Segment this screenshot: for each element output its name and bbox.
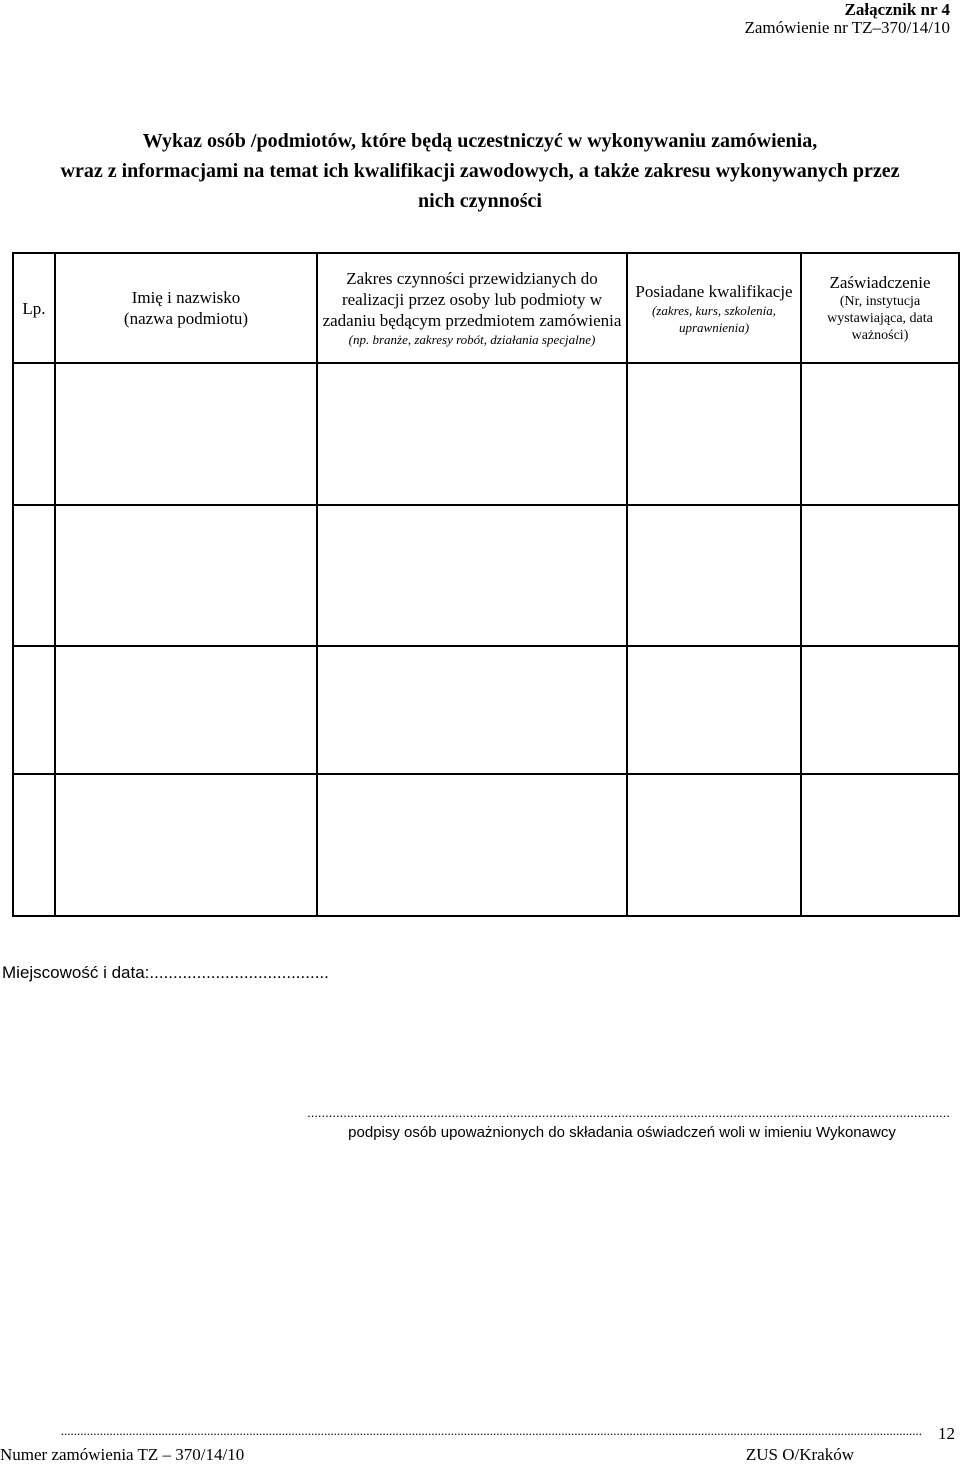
signature-line: .................................................................................................................................................................................. (307, 1106, 950, 1120)
table-cell[interactable] (13, 505, 55, 646)
column-header-name: Imię i nazwisko (nazwa podmiotu) (55, 253, 317, 363)
column-header-scope: Zakres czynności przewidzianych do realizacji przez osoby lub podmioty w zadaniu będącym przedmiotem zamówienia (np. branże, zakresy robót, działania specjalne) (317, 253, 627, 363)
annex-label: Załącznik nr 4 (844, 0, 950, 19)
table-cell[interactable] (55, 363, 317, 505)
table-row (13, 505, 959, 646)
table-cell[interactable] (627, 505, 801, 646)
table-row (13, 646, 959, 774)
table-cell[interactable] (317, 363, 627, 505)
table-cell[interactable] (13, 646, 55, 774)
table-cell[interactable] (317, 505, 627, 646)
title-line-2: wraz z informacjami na temat ich kwalifikacji zawodowych, a także zakresu wykonywanych przez (60, 160, 900, 182)
table-cell[interactable] (55, 774, 317, 916)
footer-divider: ......................................................................................................................................................................................................................................................................... (60, 1424, 922, 1438)
place-date-field: Miejscowość i data:...................................... (2, 963, 329, 982)
table-cell[interactable] (13, 363, 55, 505)
table-cell[interactable] (801, 646, 959, 774)
signature-caption: podpisy osób upoważnionych do składania oświadczeń woli w imieniu Wykonawcy (348, 1124, 896, 1141)
title-line-1: Wykaz osób /podmiotów, które będą uczestniczyć w wykonywaniu zamówienia, (142, 130, 818, 152)
table-cell[interactable] (13, 774, 55, 916)
staff-table (12, 252, 960, 917)
table-cell[interactable] (317, 646, 627, 774)
table-cell[interactable] (627, 646, 801, 774)
table-cell[interactable] (55, 505, 317, 646)
page-number: 12 (938, 1424, 955, 1443)
table-cell[interactable] (317, 774, 627, 916)
table-cell[interactable] (801, 505, 959, 646)
column-header-lp: Lp. (13, 253, 55, 363)
table-cell[interactable] (55, 646, 317, 774)
document-title (0, 126, 960, 216)
column-header-qualifications: Posiadane kwalifikacje (zakres, kurs, szkolenia, uprawnienia) (627, 253, 801, 363)
table-cell[interactable] (801, 363, 959, 505)
title-line-3: nich czynności (418, 190, 542, 212)
table-cell[interactable] (627, 774, 801, 916)
column-header-certificate: Zaświadczenie (Nr, instytucja wystawiająca, data ważności) (801, 253, 959, 363)
table-header-row (13, 253, 959, 363)
table-cell[interactable] (801, 774, 959, 916)
table-row (13, 363, 959, 505)
footer-organization: ZUS O/Kraków (745, 1445, 854, 1464)
table-cell[interactable] (627, 363, 801, 505)
order-number: Zamówienie nr TZ–370/14/10 (744, 18, 950, 37)
table-row (13, 774, 959, 916)
footer-order-number: Numer zamówienia TZ – 370/14/10 (0, 1445, 245, 1464)
